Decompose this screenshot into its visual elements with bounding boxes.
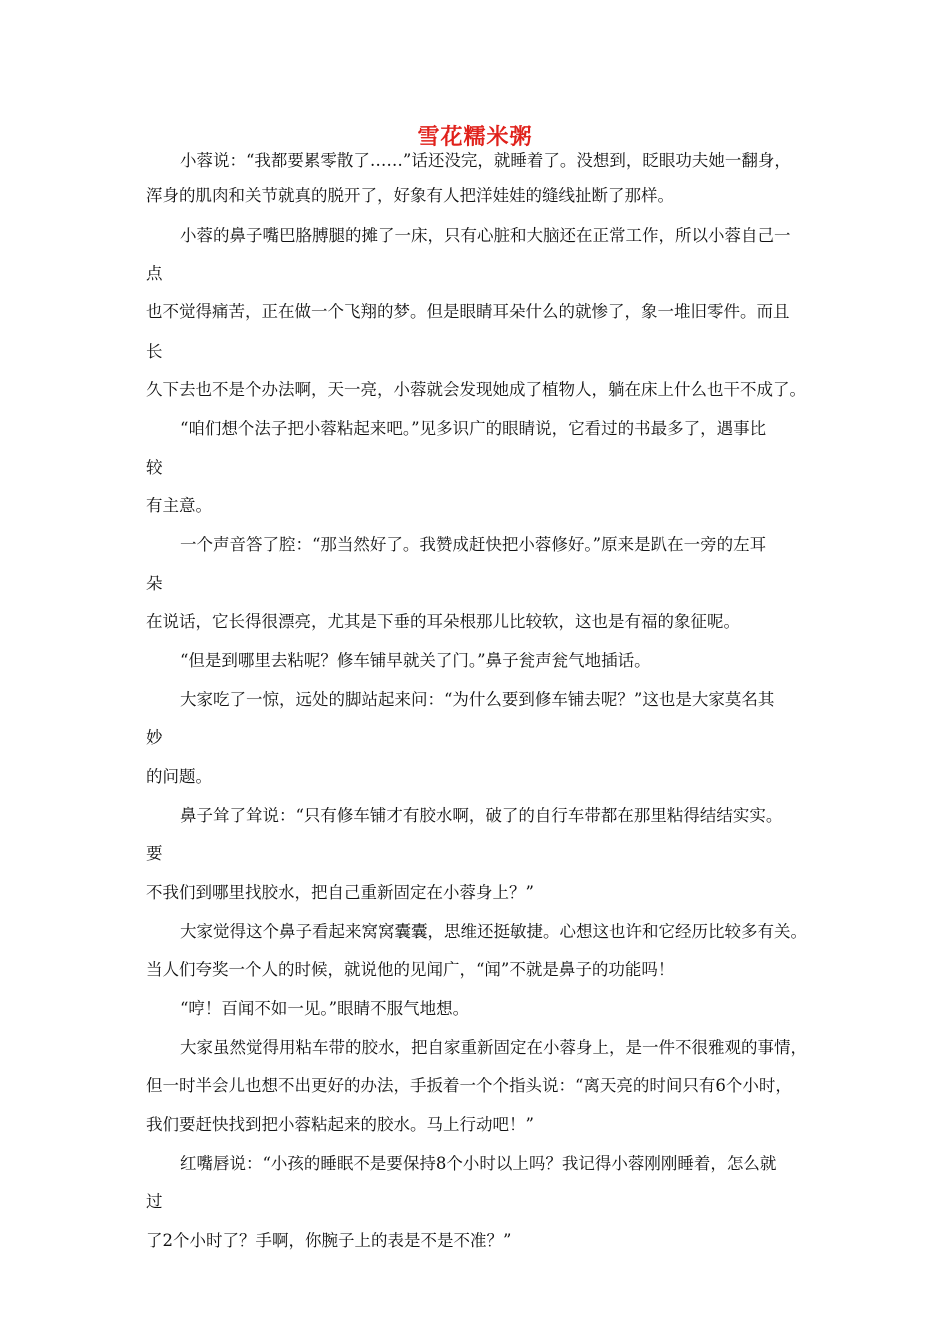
text-line: 但一时半会儿也想不出更好的办法，手扳着一个个指头说：“离天亮的时间只有6个小时， — [146, 1076, 792, 1095]
text-line: 久下去也不是个办法啊，天一亮，小蓉就会发现她成了植物人，躺在床上什么也干不成了。 — [146, 380, 806, 399]
text-line: 过 — [146, 1192, 163, 1211]
text-line: 也不觉得痛苦，正在做一个飞翔的梦。但是眼睛耳朵什么的就惨了，象一堆旧零件。而且 — [146, 302, 790, 321]
text-line: 妙 — [146, 728, 163, 747]
text-line: 长 — [146, 342, 163, 361]
text-line: 我们要赶快找到把小蓉粘起来的胶水。马上行动吧！” — [146, 1115, 534, 1134]
text-line: 小蓉的鼻子嘴巴胳膊腿的摊了一床，只有心脏和大脑还在正常工作，所以小蓉自己一 — [180, 226, 791, 245]
text-line: 红嘴唇说：“小孩的睡眠不是要保持8个小时以上吗？我记得小蓉刚刚睡着，怎么就 — [180, 1154, 777, 1173]
text-line: 鼻子耸了耸说：“只有修车铺才有胶水啊，破了的自行车带都在那里粘得结结实实。 — [180, 806, 783, 825]
text-line: 朵 — [146, 574, 163, 593]
text-line: 大家虽然觉得用粘车带的胶水，把自家重新固定在小蓉身上，是一件不很雅观的事情， — [180, 1038, 807, 1057]
text-line: 浑身的肌肉和关节就真的脱开了，好象有人把洋娃娃的缝线扯断了那样。 — [146, 186, 674, 205]
text-line: 点 — [146, 264, 163, 283]
text-line: 较 — [146, 458, 163, 477]
text-line: 不我们到哪里找胶水，把自己重新固定在小蓉身上？” — [146, 883, 534, 902]
text-line: “哼！百闻不如一见。”眼睛不服气地想。 — [180, 999, 470, 1018]
text-line: 有主意。 — [146, 496, 212, 515]
text-line: 小蓉说：“我都要累零散了……”话还没完，就睡着了。没想到，眨眼功夫她一翻身， — [180, 151, 791, 170]
text-line: 一个声音答了腔：“那当然好了。我赞成赶快把小蓉修好。”原来是趴在一旁的左耳 — [180, 535, 767, 554]
text-line: “咱们想个法子把小蓉粘起来吧。”见多识广的眼睛说，它看过的书最多了，遇事比 — [180, 419, 767, 438]
text-line: 了2个小时了？手啊，你腕子上的表是不是不准？” — [146, 1231, 512, 1250]
text-line: “但是到哪里去粘呢？修车铺早就关了门。”鼻子瓮声瓮气地插话。 — [180, 651, 651, 670]
text-line: 要 — [146, 844, 163, 863]
text-line: 大家觉得这个鼻子看起来窝窝囊囊，思维还挺敏捷。心想这也许和它经历比较多有关。 — [180, 922, 807, 941]
text-line: 在说话，它长得很漂亮，尤其是下垂的耳朵根那儿比较软，这也是有福的象征呢。 — [146, 612, 740, 631]
document-title: 雪花糯米粥 — [417, 124, 533, 150]
text-line: 当人们夸奖一个人的时候，就说他的见闻广，“闻”不就是鼻子的功能吗！ — [146, 960, 675, 979]
text-line: 大家吃了一惊，远处的脚站起来问：“为什么要到修车铺去呢？”这也是大家莫名其 — [180, 690, 775, 709]
text-line: 的问题。 — [146, 767, 212, 786]
